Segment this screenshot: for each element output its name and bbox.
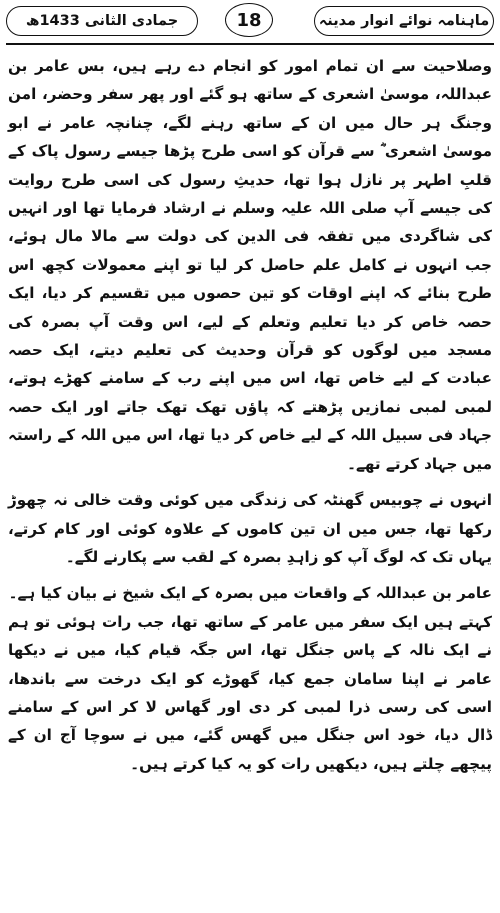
paragraph-2: انہوں نے چوبیس گھنٹہ کی زندگی میں کوئی وقت خالی نہ چھوڑ رکھا تھا، جس میں ان تین کاموں کے علاوہ کوئی اور کام کرتے، یہاں تک کہ لوگ آپ کو زاہدِ بصرہ کے لقب سے پکارنے لگے۔ bbox=[8, 491, 492, 566]
page-number-badge: 18 bbox=[225, 3, 273, 37]
issue-date-label: جمادی الثانی 1433ھ bbox=[6, 6, 198, 36]
magazine-title-label: ماہنامہ نوائے انوار مدینہ bbox=[314, 6, 494, 36]
paragraph-1: وصلاحیت سے ان تمام امور کو انجام دے رہے ہیں، بس عامر بن عبداللہ، موسیٰ اشعری کے ساتھ ہو گئے اور پھر سفر وحضر، امن وجنگ ہر حال میں ان کے ساتھ رہنے لگے، چنانچہ عامر نے ابو موسیٰ اشعری ؓ سے قرآن کو اسی طرح پڑھا جیسے رسول پاک کے قلبِ اطہر پر نازل ہوا تھا، حدیثِ رسول کی اسی طرح روایت کی جیسے آپ صلی اللہ علیہ وسلم نے ارشاد فرمایا تھا اور انہیں کی شاگردی میں تفقہ فی الدین کی دولت سے مالا مال ہوئے، جب انہوں نے کامل علم حاصل کر لیا تو اپنے معمولات کچھ اس طرح بنائے کہ اپنے اوقات کو تین حصوں میں تقسیم کر دیا، ایک حصہ خاص کر دیا تعلیم وتعلم کے لیے، اس وقت آپ بصرہ کی مسجد میں لوگوں کو قرآن وحدیث کی تعلیم دیتے، ایک حصہ عبادت کے لیے خاص تھا، اس میں اپنے رب کے سامنے کھڑے ہوتے، لمبی لمبی نمازیں پڑھتے کہ پاؤں تھک تھک جاتے اور ایک حصہ جہاد فی سبیل اللہ کے لیے خاص کر دیا تھا، اس میں اللہ کے راستہ میں جہاد کرتے تھے۔ bbox=[8, 57, 492, 473]
header-divider bbox=[6, 43, 494, 45]
paragraph-3: عامر بن عبداللہ کے واقعات میں بصرہ کے ایک شیخ نے بیان کیا ہے۔ bbox=[8, 584, 492, 603]
paragraph-4: کہتے ہیں ایک سفر میں عامر کے ساتھ تھا، جب رات ہوئی تو ہم نے ایک نالہ کے پاس جنگل تھا، اس جگہ قیام کیا، میں نے دیکھا عامر نے اپنا سامان جمع کیا، گھوڑے کو ایک درخت سے باندھا، اسی کی رسی ذرا لمبی کر دی اور گھاس لا کر اس کے سامنے ڈال دیا، خود اس جنگل میں گھس گئے، میں نے سوچا آج ان کے پیچھے چلتے ہیں، دیکھیں رات کو یہ کیا کرتے ہیں۔ bbox=[8, 612, 492, 773]
article-body bbox=[8, 52, 492, 778]
page-header bbox=[4, 3, 496, 41]
